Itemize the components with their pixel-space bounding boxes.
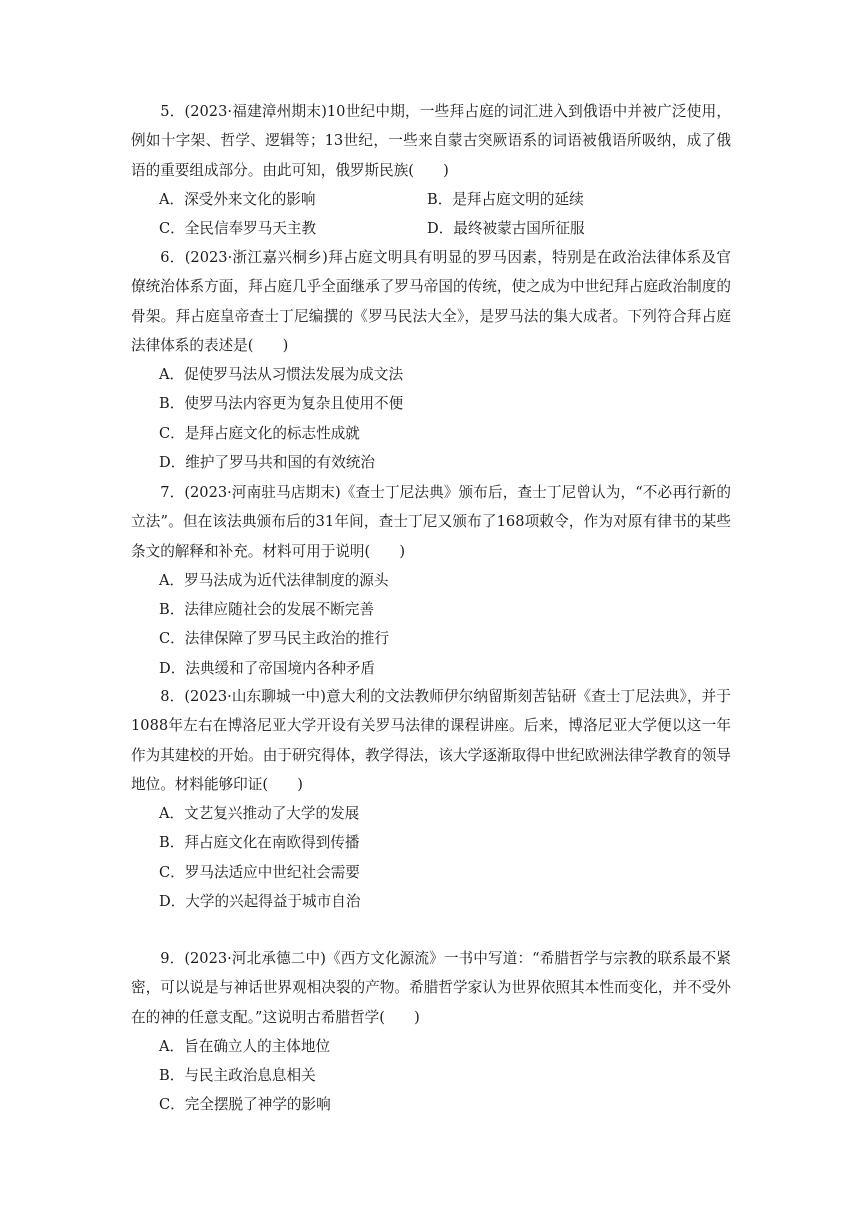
option-a: A．旨在确立人的主体地位 — [159, 1037, 331, 1055]
option-b: B．拜占庭文化在南欧得到传播 — [159, 834, 360, 852]
option-c: C．罗马法适应中世纪社会需要 — [159, 863, 360, 881]
option-d: D．法典缓和了帝国境内各种矛盾 — [159, 659, 376, 677]
option-c: C．是拜占庭文化的标志性成就 — [159, 424, 360, 442]
option-d: D．最终被蒙古国所征服 — [427, 220, 585, 238]
question-6 — [131, 243, 731, 477]
question-9 — [131, 944, 731, 1120]
question-stem: 7．(2023·河南驻马店期末)《查士丁尼法典》颁布后，查士丁尼曾认为，“不必再行新的立法”。但在该法典颁布后的31年间，查士丁尼又颁布了168项敕令，作为对原有律书的某些条文的解释和补充。材料可用于说明( ) — [131, 484, 731, 560]
question-7 — [131, 478, 731, 683]
question-stem: 5．(2023·福建漳州期末)10世纪中期，一些拜占庭的词汇进入到俄语中并被广泛使用，例如十字架、哲学、逻辑等；13世纪，一些来自蒙古突厥语系的词语被俄语所吸纳，成了俄语的重要组成部分。由此可知，俄罗斯民族( ) — [131, 103, 731, 179]
question-stem: 9．(2023·河北承德二中)《西方文化源流》一书中写道：“希腊哲学与宗教的联系最不紧密，可以说是与神话世界观相决裂的产物。希腊哲学家认为世界依照其本性而变化，并不受外在的神的任意支配。”这说明古希腊哲学( ) — [131, 950, 731, 1026]
option-b: B．是拜占庭文明的延续 — [427, 190, 584, 208]
option-d: D．维护了罗马共和国的有效统治 — [159, 454, 376, 472]
question-stem: 6．(2023·浙江嘉兴桐乡)拜占庭文明具有明显的罗马因素，特别是在政治法律体系及官僚统治体系方面，拜占庭几乎全面继承了罗马帝国的传统，使之成为中世纪拜占庭政治制度的骨架。拜占庭皇帝查士丁尼编撰的《罗马民法大全》，是罗马法的集大成者。下列符合拜占庭法律体系的表述是( ) — [131, 249, 731, 354]
option-a: A．文艺复兴推动了大学的发展 — [159, 805, 360, 823]
option-b: B．与民主政治息息相关 — [159, 1067, 316, 1085]
options-row — [131, 185, 731, 214]
question-8 — [131, 682, 731, 916]
question-5 — [131, 97, 731, 243]
question-stem: 8．(2023·山东聊城一中)意大利的文法教师伊尔纳留斯刻苦钻研《查士丁尼法典》，并于1088年左右在博洛尼亚大学开设有关罗马法律的课程讲座。后来，博洛尼亚大学便以这一年作为其建校的开始。由于研究得体，教学得法，该大学逐渐取得中世纪欧洲法律学教育的领导地位。材料能够印证( ) — [131, 688, 731, 793]
options-row — [131, 214, 731, 243]
option-b: B．法律应随社会的发展不断完善 — [159, 601, 375, 619]
option-a: A．促使罗马法从习惯法发展为成文法 — [159, 366, 404, 384]
option-b: B．使罗马法内容更为复杂且使用不便 — [159, 395, 404, 413]
option-c: C．完全摆脱了神学的影响 — [159, 1096, 331, 1114]
option-a: A．深受外来文化的影响 — [159, 190, 316, 208]
option-d: D．大学的兴起得益于城市自治 — [159, 893, 361, 911]
option-a: A．罗马法成为近代法律制度的源头 — [159, 571, 389, 589]
option-c: C．法律保障了罗马民主政治的推行 — [159, 630, 390, 648]
option-c: C．全民信奉罗马天主教 — [159, 220, 317, 238]
